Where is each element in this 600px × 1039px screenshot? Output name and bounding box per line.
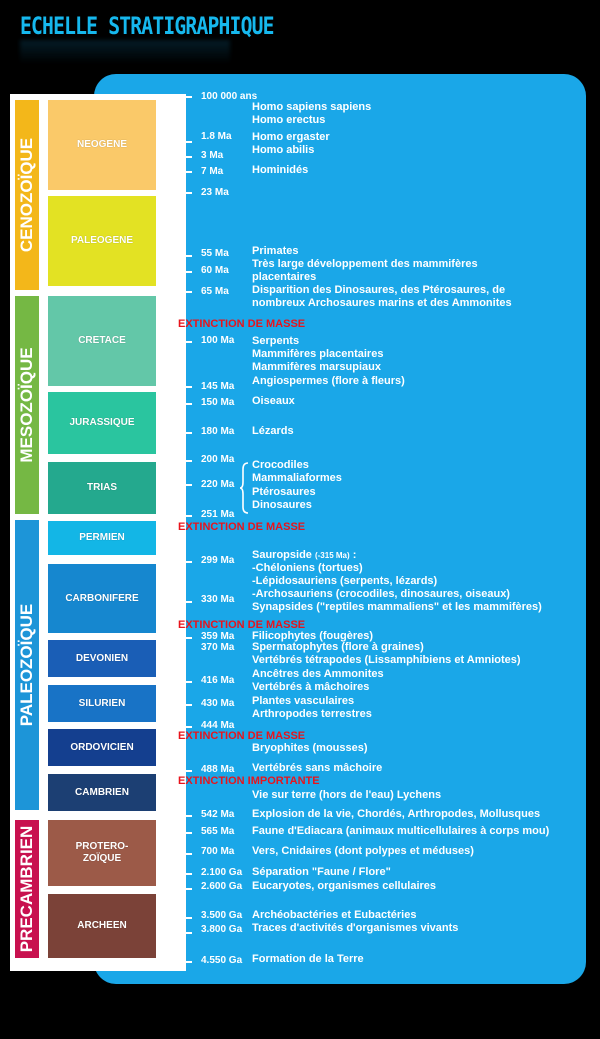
tick — [162, 561, 192, 563]
event-text: Serpents — [252, 335, 300, 347]
event-text: Formation de la Terre — [252, 953, 364, 965]
extinction-label: EXTINCTION DE MASSE — [178, 521, 306, 533]
event-text: Mammifères marsupiaux — [252, 361, 381, 373]
period-trias: TRIAS — [48, 462, 156, 514]
period-jurassique: JURASSIQUE — [48, 392, 156, 454]
age-label: 299 Ma — [201, 555, 235, 566]
event-text: Mammifères placentaires — [252, 348, 384, 360]
age-label: 700 Ma — [201, 846, 235, 857]
period-neogene: NEOGENE — [48, 100, 156, 190]
event-text: Arthropodes terrestres — [252, 708, 372, 720]
event-text: nombreux Archosaures marins et des Ammonites — [252, 297, 512, 309]
event-text: Filicophytes (fougères) — [252, 630, 374, 642]
age-label: 1.8 Ma — [201, 131, 232, 142]
event-text: Bryophites (mousses) — [252, 742, 368, 754]
tick — [162, 96, 192, 98]
tick — [162, 961, 192, 963]
event-text-part: : — [349, 549, 357, 561]
event-text: Crocodiles — [252, 459, 309, 471]
age-label: 3 Ma — [201, 150, 224, 161]
tick — [162, 853, 192, 855]
event-text: Très large développement des mammifères — [252, 258, 478, 270]
age-label: 542 Ma — [201, 809, 235, 820]
tick — [162, 888, 192, 890]
tick — [162, 515, 192, 517]
event-text: Homo erectus — [252, 114, 326, 126]
age-label: 100 Ma — [201, 335, 235, 346]
extinction-label: EXTINCTION DE MASSE — [178, 730, 306, 742]
period-devonien: DEVONIEN — [48, 640, 156, 677]
age-label: 4.550 Ga — [201, 955, 243, 966]
event-text: -Chéloniens (tortues) — [252, 562, 363, 574]
event-text: Homo sapiens sapiens — [252, 101, 372, 113]
event-text: Vertébrés à mâchoires — [252, 681, 370, 693]
event-text: Traces d'activités d'organismes vivants — [252, 922, 459, 934]
tick — [162, 704, 192, 706]
tick — [162, 386, 192, 388]
tick — [162, 932, 192, 934]
event-text: Plantes vasculaires — [252, 695, 355, 707]
age-label: 330 Ma — [201, 594, 235, 605]
age-label: 3.500 Ga — [201, 910, 243, 921]
age-label: 60 Ma — [201, 265, 229, 276]
event-text: Synapsides ("reptiles mammaliens" et les mammifères) — [252, 601, 542, 613]
tick — [162, 171, 192, 173]
event-note: (-315 Ma) — [314, 551, 350, 560]
tick — [162, 192, 192, 194]
tick — [162, 873, 192, 875]
period-ordovicien: ORDOVICIEN — [48, 729, 156, 766]
period-paleogene: PALEOGENE — [48, 196, 156, 286]
tick — [162, 681, 192, 683]
event-text: Spermatophytes (flore à graines) — [252, 641, 424, 653]
event-text: Primates — [252, 245, 299, 257]
tick — [162, 601, 192, 603]
age-label: 359 Ma — [201, 631, 235, 642]
event-text: Séparation "Faune / Flore" — [252, 866, 391, 878]
chart-title: ECHELLE STRATIGRAPHIQUE — [20, 12, 274, 40]
tick — [162, 156, 192, 158]
event-text-part: Sauropside — [252, 549, 312, 561]
event-text: Ptérosaures — [252, 486, 316, 498]
tick — [162, 484, 192, 486]
age-label: 180 Ma — [201, 426, 235, 437]
period-silurien: SILURIEN — [48, 685, 156, 722]
era-label: CENOZOÏQUE — [17, 137, 36, 253]
period-cretace: CRETACE — [48, 296, 156, 386]
age-label: 444 Ma — [201, 720, 235, 731]
tick — [162, 832, 192, 834]
event-text: Oiseaux — [252, 395, 295, 407]
tick — [162, 291, 192, 293]
event-text: Explosion de la vie, Chordés, Arthropodes, Mollusques — [252, 808, 541, 820]
era-mesozoique — [15, 296, 39, 514]
age-label: 416 Ma — [201, 675, 235, 686]
period-archeen: ARCHEEN — [48, 894, 156, 958]
event-text: Homo ergaster — [252, 131, 330, 143]
title-reflection — [20, 40, 230, 64]
event-text: Hominidés — [252, 164, 309, 176]
age-label: 150 Ma — [201, 397, 235, 408]
age-label: 100 000 ans — [201, 91, 258, 102]
event-text: Homo abilis — [252, 144, 315, 156]
age-label: 251 Ma — [201, 509, 235, 520]
extinction-label: EXTINCTION IMPORTANTE — [178, 775, 320, 787]
event-text: Vers, Cnidaires (dont polypes et méduses) — [252, 845, 474, 857]
period-carbonifere: CARBONIFERE — [48, 564, 156, 633]
age-label: 2.100 Ga — [201, 867, 243, 878]
era-precambrien — [15, 820, 39, 958]
event-text: Faune d'Ediacara (animaux multicellulaires à corps mou) — [252, 825, 550, 837]
tick — [162, 917, 192, 919]
period-proterozoique: PROTERO- ZOÏQUE — [48, 820, 156, 886]
event-text: Eucaryotes, organismes cellulaires — [252, 880, 437, 892]
tick — [162, 271, 192, 273]
age-label: 3.800 Ga — [201, 924, 243, 935]
event-text: Vertébrés tétrapodes (Lissamphibiens et Amniotes) — [252, 654, 521, 666]
tick — [162, 815, 192, 817]
tick — [162, 460, 192, 462]
age-label: 7 Ma — [201, 166, 224, 177]
event-text: placentaires — [252, 271, 317, 283]
tick — [162, 403, 192, 405]
extinction-label: EXTINCTION DE MASSE — [178, 619, 306, 631]
age-label: 23 Ma — [201, 187, 229, 198]
age-label: 488 Ma — [201, 764, 235, 775]
event-text: -Lépidosauriens (serpents, lézards) — [252, 575, 438, 587]
age-label: 145 Ma — [201, 381, 235, 392]
tick — [162, 637, 192, 639]
tick — [162, 770, 192, 772]
period-permien: PERMIEN — [48, 521, 156, 555]
age-label: 220 Ma — [201, 479, 235, 490]
curly-brace-icon — [240, 462, 250, 514]
event-text: Disparition des Dinosaures, des Ptérosaures, de — [252, 284, 506, 296]
age-label: 65 Ma — [201, 286, 229, 297]
tick — [162, 341, 192, 343]
event-text: Archéobactéries et Eubactéries — [252, 909, 417, 921]
event-text: Lézards — [252, 425, 294, 437]
event-text — [252, 549, 356, 562]
period-cambrien: CAMBRIEN — [48, 774, 156, 811]
event-text: Vertébrés sans mâchoire — [252, 762, 383, 774]
tick — [162, 432, 192, 434]
tick — [162, 255, 192, 257]
event-text: Ancêtres des Ammonites — [252, 668, 384, 680]
era-label: MESOZOÏQUE — [17, 347, 36, 463]
event-text: -Archosauriens (crocodiles, dinosaures, oiseaux) — [252, 588, 510, 600]
tick — [162, 141, 192, 143]
age-label: 2.600 Ga — [201, 881, 243, 892]
age-label: 370 Ma — [201, 642, 235, 653]
age-label: 200 Ma — [201, 454, 235, 465]
tick — [162, 726, 192, 728]
extinction-label: EXTINCTION DE MASSE — [178, 318, 306, 330]
age-label: 565 Ma — [201, 826, 235, 837]
age-label: 430 Ma — [201, 698, 235, 709]
event-text: Dinosaures — [252, 499, 312, 511]
event-text: Mammaliaformes — [252, 472, 342, 484]
age-label: 55 Ma — [201, 248, 229, 259]
event-text: Vie sur terre (hors de l'eau) Lychens — [252, 789, 442, 801]
event-text: Angiospermes (flore à fleurs) — [252, 375, 405, 387]
era-label: PRECAMBRIEN — [17, 825, 36, 953]
era-label: PALEOZOÏQUE — [17, 603, 36, 727]
